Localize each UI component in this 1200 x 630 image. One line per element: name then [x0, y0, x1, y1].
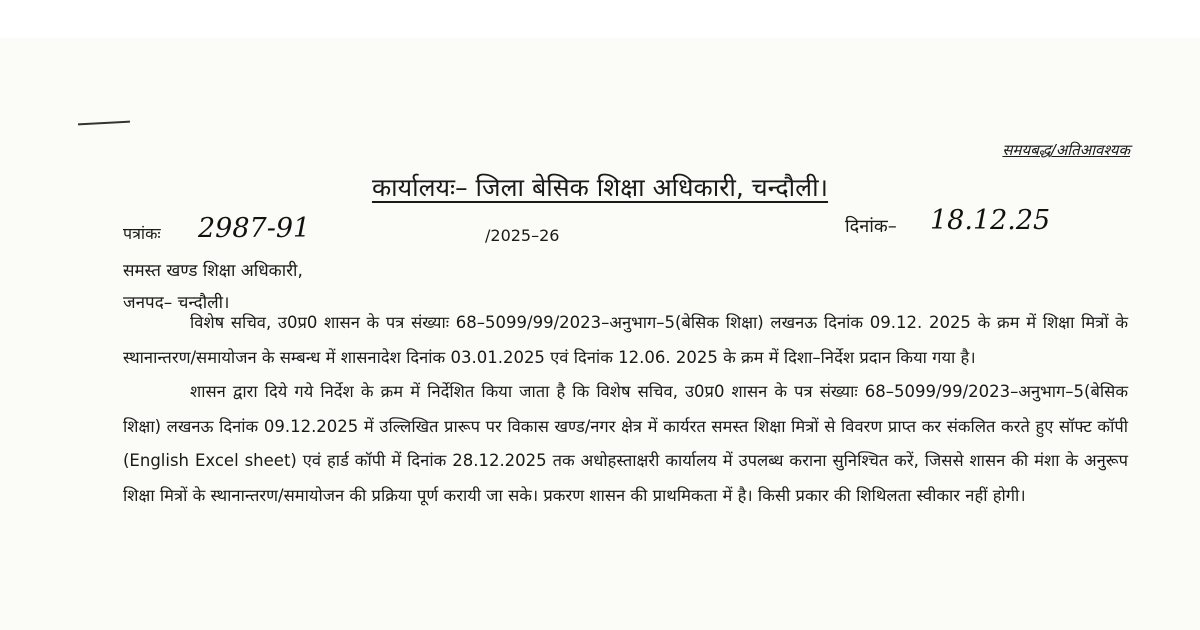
- reference-year: /2025–26: [485, 226, 560, 245]
- reference-label: पत्रांकः: [123, 224, 161, 243]
- addressee-line-1: समस्त खण्ड शिक्षा अधिकारी,: [123, 261, 303, 281]
- paragraph-2: शासन द्वारा दिये गये निर्देश के क्रम में निर्देशित किया जाता है कि विशेष सचिव, उ0प्र0 शासन के पत्र संख्याः 68–5099/99/2023–अनुभाग–5(बेसिक शिक्षा) लखनऊ दिनांक 09.12.2025 में उल्लिखित प्रारूप पर विकास खण्ड/नगर क्षेत्र में कार्यरत समस्त शिक्षा मित्रों से विवरण प्राप्त कर संकलित करते हुए सॉफ्ट कॉपी (English Excel sheet) एवं हार्ड कॉपी में दिनांक 28.12.2025 तक अधोहस्ताक्षरी कार्यालय में उपलब्ध कराना सुनिश्चित करें, जिससे शासन की मंशा के अनुरूप शिक्षा मित्रों के स्थानान्तरण/समायोजन की प्रक्रिया पूर्ण करायी जा सके। प्रकरण शासन की प्राथमिकता में है। किसी प्रकार की शिथिलता स्वीकार नहीं होगी।: [123, 382, 1128, 505]
- office-title: [0, 170, 1200, 204]
- paragraph-1: विशेष सचिव, उ0प्र0 शासन के पत्र संख्याः 68–5099/99/2023–अनुभाग–5(बेसिक शिक्षा) लखनऊ दिनांक 09.12. 2025 के क्रम में शिक्षा मित्रों के स्थानान्तरण/समायोजन के सम्बन्ध में शासनादेश दिनांक 03.01.2025 एवं दिनांक 12.06. 2025 के क्रम में दिशा–निर्देश प्रदान किया गया है।: [123, 313, 1128, 367]
- date-label: दिनांक–: [845, 216, 897, 237]
- urgency-label: समयबद्ध/अतिआवश्यक: [1002, 141, 1130, 159]
- office-title-text: कार्यालयः– जिला बेसिक शिक्षा अधिकारी, चन्दौली।: [371, 173, 829, 202]
- reference-number-handwritten: 2987-91: [198, 213, 311, 244]
- letter-body: [123, 306, 1128, 513]
- addressee-line-2: जनपद– चन्दौली।: [123, 293, 230, 313]
- date-handwritten: 18.12.25: [930, 205, 1051, 236]
